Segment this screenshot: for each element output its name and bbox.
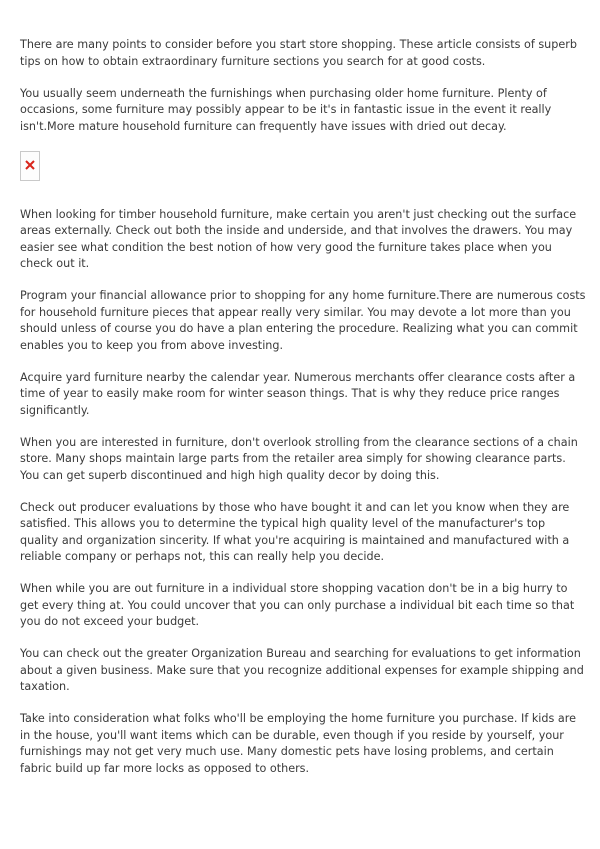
paragraph-business-bureau: You can check out the greater Organization Bureau and searching for evaluations to get information about a given business. Make sure that you recognize additional expenses for example shipping and taxation. (20, 647, 584, 693)
paragraph-hurry: When while you are out furniture in a individual store shopping vacation don't be in a big hurry to get every thing at. You could uncover that you can only purchase a individual bit each time so that you do not exceed your budget. (20, 582, 575, 628)
paragraph-timber-furniture: When looking for timber household furniture, make certain you aren't just checking out the surface areas externally. Check out both the inside and underside, and that involves the drawers. You may easier see what condition the best notion of how very good the furniture takes place when you check out it. (20, 207, 577, 270)
paragraph-intro: There are many points to consider before you start store shopping. These article consists of superb tips on how to obtain extraordinary furniture sections you search for at good costs. (20, 38, 577, 68)
paragraph-budget: Program your financial allowance prior to shopping for any home furniture.There are numerous costs for household furniture pieces that appear really very similar. You may devote a lot more than you should unless of course you do have a plan entering the procedure. Realizing what you can commit enables you to keep you from above investing. (20, 289, 586, 352)
paragraph-clearance: When you are interested in furniture, don't overlook strolling from the clearance sections of a chain store. Many shops maintain large parts from the retailer area simply for showing clearance parts. You can get superb discontinued and high high quality decor by doing this. (20, 435, 578, 482)
paragraph-evaluations: Check out producer evaluations by those who have bought it and can let you know when they are satisfied. This allows you to determine the typical high quality level of the manufacturer's top quality and organization sincerity. If what you're acquiring is maintained and manufactured with a reliable company or perhaps not, this can really help you decide. (20, 500, 570, 563)
article (20, 37, 586, 793)
broken-image-placeholder (20, 151, 40, 181)
paragraph-yard-furniture: Acquire yard furniture nearby the calendar year. Numerous merchants offer clearance costs after a time of year to easily make room for winter season things. That is why they reduce price ranges significantly. (20, 370, 576, 417)
paragraph-who-uses: Take into consideration what folks who'll be employing the home furniture you purchase. If kids are in the house, you'll want items which can be durable, even though if you reside by yourself, your furnishings may not get very much use. Many domestic pets have losing problems, and certain fabric build up far more locks as opposed to others. (20, 712, 576, 775)
paragraph-older-furniture: You usually seem underneath the furnishings when purchasing older home furniture. Plenty of occasions, some furniture may possibly appear to be it's in fantastic issue in the event it really isn't.More mature household furniture can frequently have issues with dried out decay. (20, 86, 552, 133)
broken-image-icon (25, 160, 35, 170)
